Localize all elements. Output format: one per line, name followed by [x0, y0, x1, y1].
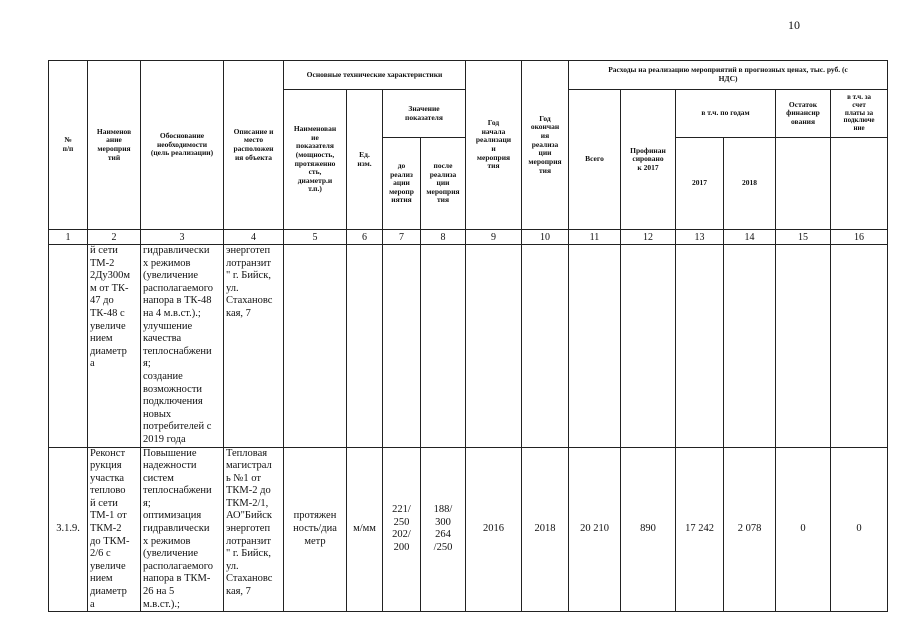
cell-2017: [676, 245, 724, 448]
header-col-start-year: Год начала реализаци и мероприя тия: [466, 61, 522, 230]
cell-before: [383, 245, 421, 448]
table-row: [49, 245, 888, 448]
column-number: 1: [49, 230, 88, 245]
column-number: 15: [776, 230, 831, 245]
header-col-unit: Ед. изм.: [347, 90, 383, 230]
column-number: 3: [141, 230, 224, 245]
header-col-number: № п/п: [49, 61, 88, 230]
cell-indicator-name: протяжен ность/диа метр: [284, 447, 347, 612]
cell-2018: 2 078: [724, 447, 776, 612]
column-number: 12: [621, 230, 676, 245]
cell-financed: 890: [621, 447, 676, 612]
cell-unit: [347, 245, 383, 448]
header-col-end-year: Год окончан ия реализа ции мероприя тия: [522, 61, 569, 230]
header-col-indicator-name: Наименован ие показателя (мощность, протяженно сть, диаметр.и т.п.): [284, 90, 347, 230]
cell-2018: [724, 245, 776, 448]
cell-connection-fee: 0: [831, 447, 888, 612]
column-number: 6: [347, 230, 383, 245]
cell-total: 20 210: [569, 447, 621, 612]
column-number: 14: [724, 230, 776, 245]
column-number: 9: [466, 230, 522, 245]
cell-remaining: 0: [776, 447, 831, 612]
cell-end-year: [522, 245, 569, 448]
cell-justification: гидравлически х режимов (увеличение располагаемого напора в ТК-48 на 4 м.в.ст.).; улучшение качества теплоснабжени я; создание возможности подключения новых потребителей с 2019 года: [141, 245, 224, 448]
column-number: 11: [569, 230, 621, 245]
column-number: 4: [224, 230, 284, 245]
cell-description: энерготеп лотранзит " г. Бийск, ул. Стахановс кая, 7: [224, 245, 284, 448]
header-indicator-value: Значение показателя: [383, 90, 466, 138]
cell-measure-name: й сети ТМ-2 2Ду300м м от ТК- 47 до ТК-48 с увеличе нием диаметр а: [88, 245, 141, 448]
cell-unit: м/мм: [347, 447, 383, 612]
cell-start-year: 2016: [466, 447, 522, 612]
cell-before: 221/ 250 202/ 200: [383, 447, 421, 612]
cell-number: [49, 245, 88, 448]
header-col-name: Наименов ание мероприя тий: [88, 61, 141, 230]
page-number: 10: [788, 18, 800, 32]
header-empty-cell: [776, 138, 831, 230]
header-col-before: до реализ ации меропр иятия: [383, 138, 421, 230]
column-number: 2: [88, 230, 141, 245]
header-col-2017: 2017: [676, 138, 724, 230]
cell-total: [569, 245, 621, 448]
cell-measure-name: Реконст рукция участка теплово й сети ТМ-1 от ТКМ-2 до ТКМ- 2/6 с увеличе нием диаметр а: [88, 447, 141, 612]
column-number: 13: [676, 230, 724, 245]
cell-start-year: [466, 245, 522, 448]
header-col-2018: 2018: [724, 138, 776, 230]
header-col-remaining: Остаток финансир ования: [776, 90, 831, 138]
column-number: 16: [831, 230, 888, 245]
investment-table: [48, 60, 888, 612]
header-col-description: Описание и место расположен ия объекта: [224, 61, 284, 230]
column-number: 7: [383, 230, 421, 245]
column-number: 5: [284, 230, 347, 245]
cell-end-year: 2018: [522, 447, 569, 612]
cell-financed: [621, 245, 676, 448]
header-col-financed: Профинан сировано к 2017: [621, 90, 676, 230]
cell-indicator-name: [284, 245, 347, 448]
header-by-years: в т.ч. по годам: [676, 90, 776, 138]
header-empty-cell: [831, 138, 888, 230]
header-tech-characteristics: Основные технические характеристики: [284, 61, 466, 90]
cell-remaining: [776, 245, 831, 448]
cell-connection-fee: [831, 245, 888, 448]
cell-after: 188/ 300 264 /250: [421, 447, 466, 612]
header-col-connection-fee: в т.ч. за счет платы за подключе ние: [831, 90, 888, 138]
header-col-after: после реализа ции мероприя тия: [421, 138, 466, 230]
cell-2017: 17 242: [676, 447, 724, 612]
column-number: 8: [421, 230, 466, 245]
cell-justification: Повышение надежности систем теплоснабжени я; оптимизация гидравлически х режимов (увеличение располагаемого напора в ТКМ- 26 на 5 м.в.ст.).;: [141, 447, 224, 612]
header-col-justification: Обоснование необходимости (цель реализации): [141, 61, 224, 230]
column-number-row: [49, 230, 888, 245]
cell-description: Тепловая магистрал ь №1 от ТКМ-2 до ТКМ-2/1, АО"Бийск энерготеп лотранзит " г. Бийск, ул. Стахановс кая, 7: [224, 447, 284, 612]
column-number: 10: [522, 230, 569, 245]
header-expenses: Расходы на реализацию мероприятий в прогнозных ценах, тыс. руб. (с НДС): [569, 61, 888, 90]
header-col-total: Всего: [569, 90, 621, 230]
cell-after: [421, 245, 466, 448]
table-row: [49, 447, 888, 612]
cell-number: 3.1.9.: [49, 447, 88, 612]
